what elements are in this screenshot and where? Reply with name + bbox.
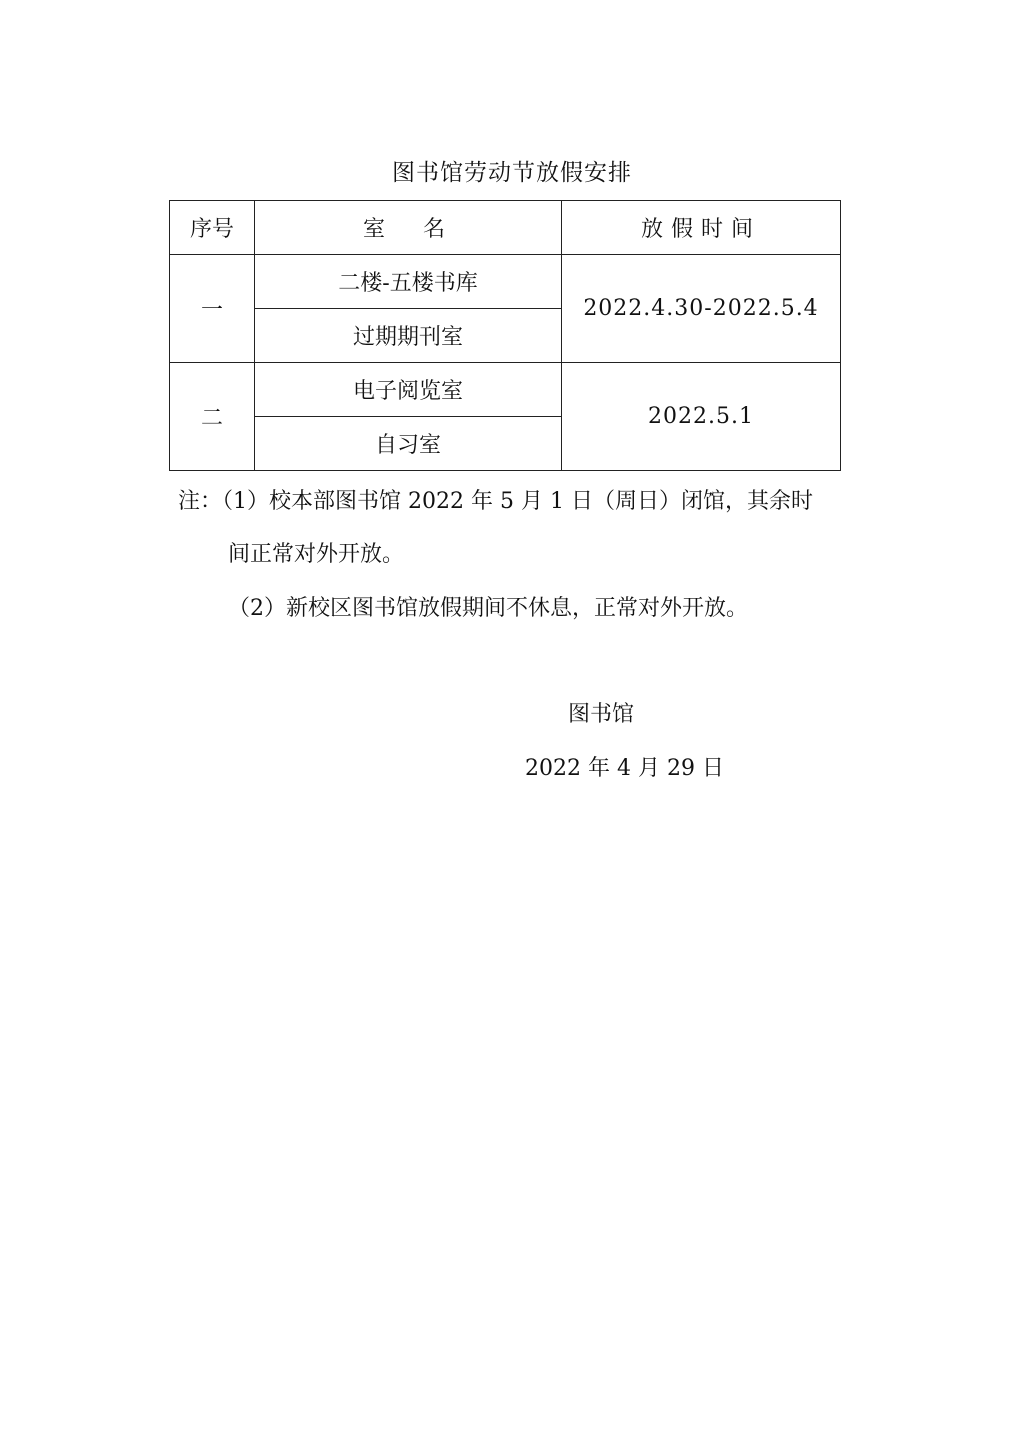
note-1-continuation: 间正常对外开放。: [228, 542, 405, 567]
table-row: [170, 363, 841, 417]
table-header-row: [170, 201, 841, 255]
room-name: 二楼-五楼书库: [255, 255, 562, 309]
room-name: 自习室: [255, 417, 562, 471]
signature-date: 2022 年 4 月 29 日: [525, 756, 724, 781]
header-number: 序号: [170, 201, 255, 255]
note-1: 注：（1）校本部图书馆 2022 年 5 月 1 日（周日）闭馆，其余时: [178, 489, 813, 514]
holiday-time: 2022.4.30-2022.5.4: [562, 255, 841, 363]
group-number: 二: [170, 363, 255, 471]
room-name: 电子阅览室: [255, 363, 562, 417]
group-number: 一: [170, 255, 255, 363]
signature-organization: 图书馆: [568, 702, 635, 727]
note-2: （2）新校区图书馆放假期间不休息，正常对外开放。: [228, 596, 748, 621]
page-title: 图书馆劳动节放假安排: [392, 160, 632, 186]
holiday-time: 2022.5.1: [562, 363, 841, 471]
table-row: [170, 255, 841, 309]
header-holiday-time: 放假时间: [562, 201, 841, 255]
header-room-name: 室 名: [255, 201, 562, 255]
room-name: 过期期刊室: [255, 309, 562, 363]
holiday-schedule-table: [169, 200, 841, 471]
